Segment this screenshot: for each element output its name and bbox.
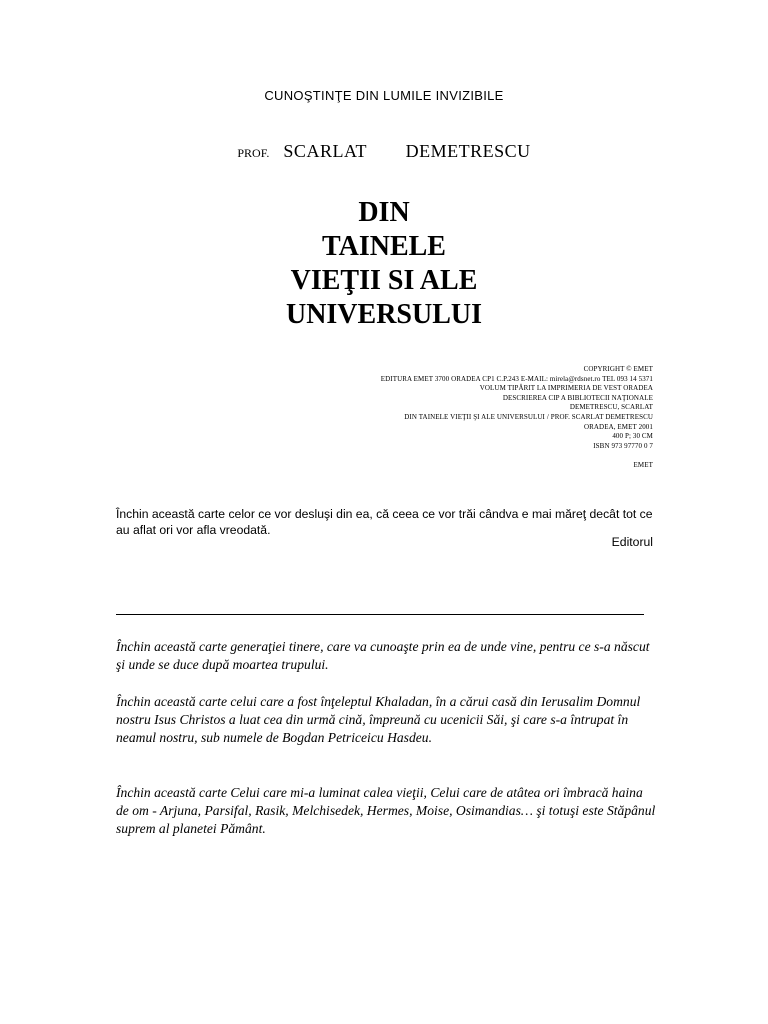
book-title-line: VIEŢII SI ALE: [290, 265, 478, 296]
book-title-line: DIN: [358, 197, 410, 228]
horizontal-divider: [116, 614, 644, 615]
dedication-paragraph: Închin această carte generaţiei tinere, care va cunoaşte prin ea de unde vine, pentru ce s-a născut şi unde se duce după moartea trupului.: [116, 639, 650, 672]
author-prefix: PROF.: [237, 146, 270, 160]
editor-dedication: Închin această carte celor ce vor desluşi din ea, că ceea ce vor trăi cândva e mai măreţ decât tot ce au aflat ori vor afla vreodată.: [116, 507, 653, 537]
cip-line: DIN TAINELE VIEŢII ŞI ALE UNIVERSULUI / PROF. SCARLAT DEMETRESCU: [404, 412, 653, 421]
cip-line: COPYRIGHT © EMET: [583, 365, 653, 373]
book-title-line: TAINELE: [322, 231, 446, 262]
series-title: CUNOŞTINŢE DIN LUMILE INVIZIBILE: [264, 88, 504, 103]
author-name: SCARLAT DEMETRESCU: [283, 141, 531, 161]
book-title: [0, 196, 768, 332]
cip-line: VOLUM TIPĂRIT LA IMPRIMERIA DE VEST ORADEA: [479, 384, 653, 393]
cip-line: EDITURA EMET 3700 ORADEA CP1 C.P.243 E-MAIL: mirela@rdsnet.ro TEL 093 14 5371: [380, 374, 653, 383]
dedication-paragraph: Închin această carte celui care a fost înţeleptul Khaladan, în a cărui casă din Ierusalim Domnul nostru Isus Christos a luat cea din urmă cină, împreună cu ucenicii Săi, şi care s-a întrupat în neamul nostru, sub numele de Bogdan Petriceicu Hasdeu.: [116, 694, 641, 745]
editor-signature: Editorul: [611, 535, 653, 549]
cip-line: DEMETRESCU, SCARLAT: [569, 403, 653, 412]
author-line: [0, 141, 768, 162]
dedication-paragraph: Închin această carte Celui care mi-a luminat calea vieţii, Celui care de atâtea ori îmbracă haina de om - Arjuna, Parsifal, Rasik, Melchisedek, Hermes, Moise, Osimandias… şi totuşi este Stăpânul suprem al planetei Pământ.: [116, 785, 656, 836]
cip-line: ORADEA, EMET 2001: [583, 422, 653, 431]
cip-line: ISBN 973 97770 0 7: [593, 441, 653, 450]
cip-line: DESCRIEREA CIP A BIBLIOTECII NAŢIONALE: [502, 393, 653, 402]
cip-line: 400 P; 30 CM: [612, 432, 653, 441]
cip-block: [253, 365, 653, 471]
cip-spacer: [253, 451, 653, 461]
cip-footer: EMET: [633, 461, 653, 470]
book-title-line: UNIVERSULUI: [285, 299, 483, 330]
